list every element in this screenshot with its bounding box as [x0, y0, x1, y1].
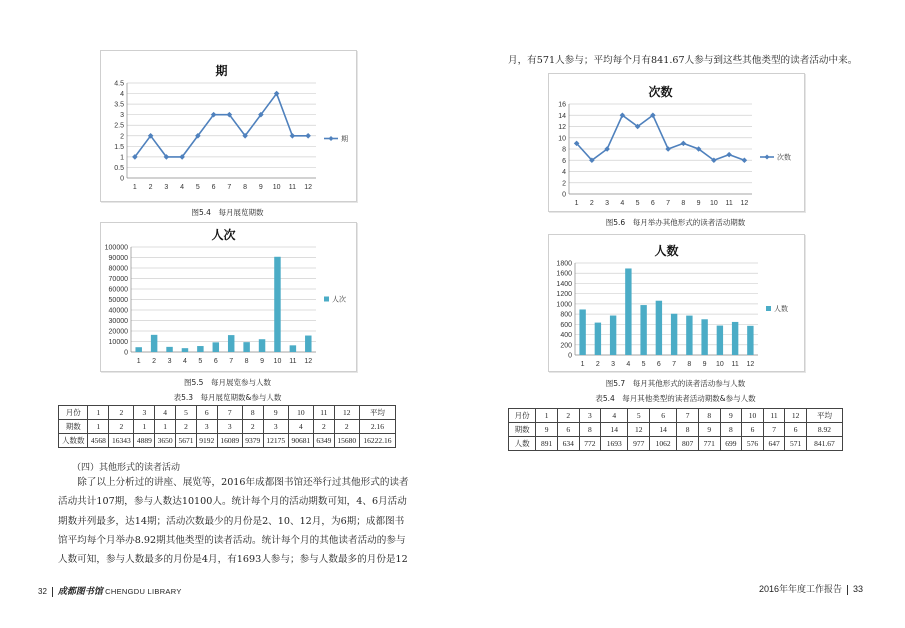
y-tick-label: 1800 [556, 260, 572, 268]
x-tick-label: 3 [605, 200, 610, 207]
page-number-right: 33 [852, 584, 863, 594]
table-cell: 7 [763, 423, 785, 437]
table-cell: 647 [763, 437, 785, 451]
table-cell: 6 [196, 406, 217, 420]
table-cell: 平均 [359, 406, 395, 420]
table-cell: 3 [579, 409, 601, 423]
x-tick-label: 2 [589, 200, 594, 207]
x-tick-label: 1 [574, 200, 579, 207]
table-cell: 9 [698, 423, 720, 437]
table-cell: 期数 [509, 423, 536, 437]
chart-5-5-svg [101, 223, 356, 371]
table-row [509, 409, 843, 423]
bar [243, 342, 249, 352]
table-cell: 8 [242, 406, 263, 420]
table-cell: 576 [742, 437, 764, 451]
table-cell: 1 [155, 420, 176, 434]
table-cell: 699 [720, 437, 742, 451]
table-cell: 1 [88, 406, 109, 420]
table-row [509, 437, 843, 451]
y-tick-label: 3 [120, 112, 124, 120]
y-tick-label: 10 [558, 135, 566, 143]
table-cell: 16089 [217, 434, 242, 448]
bar [732, 322, 738, 355]
bar [656, 301, 662, 355]
chart-5-6-svg [549, 74, 804, 211]
table-cell: 1062 [650, 437, 677, 451]
x-tick-label: 8 [687, 361, 692, 368]
table-cell: 1 [134, 420, 155, 434]
table-cell: 2 [176, 420, 197, 434]
footer-separator [52, 587, 53, 597]
table-cell: 8 [579, 423, 601, 437]
x-tick-label: 1 [580, 361, 585, 368]
table-cell: 5671 [176, 434, 197, 448]
bar [290, 345, 296, 352]
paragraph-line: 期数并列最多，达14期；活动次数最少的月份是2、10、12月，为6期；成都图书 [58, 515, 405, 527]
x-tick-label: 12 [740, 200, 749, 207]
chart-5-5 [100, 222, 357, 372]
bar [151, 335, 157, 352]
table-cell: 14 [650, 423, 677, 437]
table-cell: 4 [601, 409, 628, 423]
y-tick-label: 50000 [108, 297, 128, 304]
x-tick-label: 7 [666, 200, 671, 207]
x-tick-label: 9 [696, 200, 701, 207]
page-number-left: 32 [38, 587, 47, 596]
table-cell: 8 [677, 423, 699, 437]
table-cell: 12 [785, 409, 807, 423]
bar [135, 347, 141, 352]
body-paragraph [58, 473, 409, 569]
x-tick-label: 12 [746, 361, 755, 368]
table-cell: 2 [557, 409, 579, 423]
chart-title: 期 [215, 64, 228, 78]
paragraph-line: 除了以上分析过的讲座、展览等，2016年成都图书馆还举行过其他形式的读者 [77, 477, 409, 488]
legend-label: 期 [341, 135, 348, 143]
y-tick-label: 40000 [108, 307, 128, 315]
y-tick-label: 0 [120, 175, 124, 183]
report-title: 2016年年度工作报告 [758, 584, 842, 594]
caption-fig-5-6: 图5.6 每月举办其他形式的读者活动期数 [605, 218, 746, 227]
x-tick-label: 6 [650, 200, 655, 207]
caption-table-5-3: 表5.3 每月展览期数&参与人数 [173, 393, 282, 402]
table-cell: 9 [263, 406, 288, 420]
table-cell: 11 [763, 409, 785, 423]
x-tick-label: 3 [611, 361, 616, 368]
table-cell: 9 [720, 409, 742, 423]
table-cell: 3 [263, 420, 288, 434]
footer-separator [847, 585, 848, 595]
bar [259, 339, 265, 352]
x-tick-label: 12 [304, 358, 313, 365]
table-cell: 6 [557, 423, 579, 437]
x-tick-label: 4 [626, 361, 631, 368]
legend-marker [765, 155, 770, 160]
y-tick-label: 1 [120, 154, 124, 162]
table-cell: 2 [109, 420, 134, 434]
library-logo: 成都图书馆 [57, 587, 103, 597]
x-tick-label: 5 [198, 358, 203, 365]
bar [213, 342, 219, 352]
table-cell: 人数 [509, 437, 536, 451]
table-cell: 4 [288, 420, 313, 434]
bar [717, 326, 723, 355]
x-tick-label: 1 [132, 184, 137, 191]
x-tick-label: 7 [229, 358, 234, 365]
legend-swatch [766, 306, 771, 311]
data-point [726, 152, 732, 158]
table-cell: 634 [557, 437, 579, 451]
x-tick-label: 4 [183, 358, 187, 365]
y-tick-label: 80000 [108, 265, 128, 273]
x-tick-label: 10 [709, 200, 718, 207]
x-tick-label: 9 [258, 184, 263, 191]
table-5-4 [508, 408, 843, 451]
y-tick-label: 14 [558, 112, 566, 120]
table-cell: 3650 [155, 434, 176, 448]
bar [166, 347, 172, 352]
y-tick-label: 60000 [108, 286, 128, 294]
x-tick-label: 10 [273, 358, 282, 365]
chart-5-7 [548, 234, 805, 372]
y-tick-label: 2 [562, 180, 566, 188]
x-tick-label: 4 [620, 200, 625, 207]
table-cell: 16222.16 [359, 434, 395, 448]
legend-marker [329, 136, 334, 141]
table-cell: 1693 [601, 437, 628, 451]
table-cell: 10 [742, 409, 764, 423]
legend-label: 次数 [777, 153, 791, 162]
table-cell: 1 [536, 409, 558, 423]
table-cell: 772 [579, 437, 601, 451]
bar [228, 335, 234, 352]
table-cell: 8 [720, 423, 742, 437]
table-cell: 月份 [59, 406, 88, 420]
bar [305, 336, 311, 352]
table-row [59, 434, 396, 448]
x-tick-label: 10 [272, 184, 281, 191]
section-heading: （四）其他形式的读者活动 [72, 463, 181, 473]
y-tick-label: 1200 [556, 291, 572, 299]
table-cell: 8 [698, 409, 720, 423]
y-tick-label: 1.5 [114, 143, 124, 151]
data-point [305, 133, 311, 139]
table-cell: 9192 [196, 434, 217, 448]
bar [197, 346, 203, 352]
bar [610, 316, 616, 355]
footer-right [759, 582, 863, 595]
table-cell: 人数数 [59, 434, 88, 448]
chart-title: 人次 [211, 228, 236, 242]
x-tick-label: 2 [595, 361, 600, 368]
table-cell: 3 [196, 420, 217, 434]
left-page [0, 0, 452, 628]
y-tick-label: 100000 [104, 244, 128, 252]
caption-fig-5-5: 图5.5 每月展览参与人数 [184, 378, 271, 387]
x-tick-label: 11 [288, 184, 297, 191]
paragraph-line: 活动共计107期，参与人数达10100人。统计每个月的活动期数可知，4、6月活动 [58, 496, 407, 508]
chart-title: 人数 [654, 244, 679, 258]
table-cell: 7 [217, 406, 242, 420]
table-cell: 2 [313, 420, 334, 434]
table-cell: 4889 [134, 434, 155, 448]
y-tick-label: 10000 [108, 339, 128, 346]
chart-5-4 [100, 50, 357, 202]
table-cell: 8.92 [806, 423, 842, 437]
y-tick-label: 4.5 [114, 80, 124, 88]
x-tick-label: 8 [243, 184, 248, 191]
y-tick-label: 0 [568, 352, 572, 360]
y-tick-label: 20000 [108, 328, 128, 336]
paragraph-line: 馆平均每个月举办8.92期其他类型的读者活动。统计每个月的其他读者活动的参与 [58, 534, 406, 546]
paragraph-line: 人数可知，参与人数最多的月份是4月，有1693人参与；参与人数最多的月份是12 [58, 554, 408, 566]
bar [182, 348, 188, 352]
data-point [742, 157, 748, 163]
x-tick-label: 7 [672, 361, 677, 368]
legend-swatch [324, 297, 329, 302]
table-cell: 2 [242, 420, 263, 434]
caption-fig-5-7: 图5.7 每月其他形式的读者活动参与人数 [605, 379, 746, 388]
table-cell: 期数 [59, 420, 88, 434]
table-cell: 12175 [263, 434, 288, 448]
x-tick-label: 7 [227, 184, 232, 191]
bar [595, 323, 601, 355]
table-row [509, 423, 843, 437]
table-cell: 3 [134, 406, 155, 420]
table-cell: 90681 [288, 434, 313, 448]
table-cell: 977 [628, 437, 650, 451]
x-tick-label: 2 [148, 184, 153, 191]
y-tick-label: 4 [120, 91, 124, 99]
x-tick-label: 6 [213, 358, 218, 365]
y-tick-label: 0.5 [114, 164, 124, 172]
x-tick-label: 6 [211, 184, 216, 191]
y-tick-label: 4 [562, 169, 566, 176]
table-cell: 5 [176, 406, 197, 420]
table-cell: 6 [742, 423, 764, 437]
table-cell: 12 [628, 423, 650, 437]
y-tick-label: 30000 [108, 318, 128, 325]
x-tick-label: 3 [167, 358, 172, 365]
data-point [290, 133, 296, 139]
table-cell: 6 [650, 409, 677, 423]
y-tick-label: 0 [562, 191, 566, 199]
y-tick-label: 1600 [556, 270, 572, 278]
table-cell: 771 [698, 437, 720, 451]
bar [640, 305, 646, 355]
x-tick-label: 4 [180, 184, 185, 191]
legend-label: 人次 [332, 295, 346, 304]
table-cell: 4568 [88, 434, 109, 448]
table-cell: 月份 [509, 409, 536, 423]
y-tick-label: 800 [560, 311, 572, 319]
table-cell: 平均 [806, 409, 842, 423]
table-row [59, 420, 396, 434]
bar [579, 309, 585, 355]
table-cell: 6 [785, 423, 807, 437]
x-tick-label: 9 [260, 358, 264, 365]
y-tick-label: 2 [120, 133, 124, 141]
table-cell: 3 [217, 420, 242, 434]
x-tick-label: 11 [289, 358, 297, 365]
right-page [453, 0, 905, 628]
x-tick-label: 11 [725, 200, 733, 207]
data-point [665, 146, 671, 152]
y-tick-label: 12 [558, 124, 566, 131]
x-tick-label: 11 [731, 361, 739, 368]
x-tick-label: 9 [702, 361, 707, 368]
x-tick-label: 8 [244, 358, 249, 365]
y-tick-label: 200 [560, 342, 572, 350]
caption-table-5-4: 表5.4 每月其他类型的读者活动期数&参与人数 [595, 394, 756, 403]
x-tick-label: 5 [641, 361, 646, 368]
y-tick-label: 2.5 [114, 122, 124, 130]
x-tick-label: 3 [164, 184, 169, 191]
table-cell: 16343 [109, 434, 134, 448]
y-tick-label: 90000 [108, 255, 128, 262]
y-tick-label: 0 [124, 349, 128, 357]
table-cell: 807 [677, 437, 699, 451]
table-cell: 12 [334, 406, 359, 420]
x-tick-label: 10 [715, 361, 724, 368]
x-tick-label: 1 [136, 358, 141, 365]
bar [747, 326, 753, 355]
chart-title: 次数 [648, 85, 673, 99]
table-cell: 2 [334, 420, 359, 434]
y-tick-label: 400 [560, 332, 572, 340]
table-5-3 [58, 405, 396, 448]
x-tick-label: 6 [656, 361, 661, 368]
y-tick-label: 16 [558, 101, 566, 109]
bar [671, 314, 677, 355]
table-cell: 891 [536, 437, 558, 451]
table-cell: 571 [785, 437, 807, 451]
table-cell: 15680 [334, 434, 359, 448]
x-tick-label: 5 [635, 200, 640, 207]
bar [686, 316, 692, 355]
y-tick-label: 1000 [556, 301, 572, 309]
y-tick-label: 1400 [556, 280, 572, 288]
chart-5-6 [548, 73, 805, 212]
table-cell: 9379 [242, 434, 263, 448]
data-point [681, 141, 687, 147]
x-tick-label: 8 [681, 200, 686, 207]
y-tick-label: 70000 [108, 276, 128, 283]
chart-5-7-svg [549, 235, 804, 371]
table-cell: 9 [536, 423, 558, 437]
y-tick-label: 3.5 [114, 101, 124, 109]
table-cell: 2.16 [359, 420, 395, 434]
bar [701, 319, 707, 355]
footer-left [38, 584, 182, 597]
table-cell: 11 [313, 406, 334, 420]
table-cell: 14 [601, 423, 628, 437]
continued-text: 月，有571人参与；平均每个月有841.67人参与到这些其他类型的读者活动中来。 [508, 55, 858, 66]
table-cell: 6349 [313, 434, 334, 448]
y-tick-label: 8 [562, 146, 566, 154]
x-tick-label: 2 [152, 358, 157, 365]
table-row [59, 406, 396, 420]
library-name-en: CHENGDU LIBRARY [105, 587, 182, 596]
x-tick-label: 12 [304, 184, 313, 191]
table-cell: 2 [109, 406, 134, 420]
table-cell: 1 [88, 420, 109, 434]
y-tick-label: 600 [560, 321, 572, 329]
y-tick-label: 6 [562, 157, 566, 165]
legend-label: 人数 [774, 305, 788, 313]
table-cell: 4 [155, 406, 176, 420]
caption-fig-5-4: 图5.4 每月展览期数 [191, 208, 264, 217]
table-cell: 7 [677, 409, 699, 423]
table-cell: 5 [628, 409, 650, 423]
chart-5-4-svg [101, 51, 356, 201]
x-tick-label: 5 [195, 184, 200, 191]
table-cell: 841.67 [806, 437, 842, 451]
bar [274, 257, 280, 352]
table-cell: 10 [288, 406, 313, 420]
bar [625, 268, 631, 355]
